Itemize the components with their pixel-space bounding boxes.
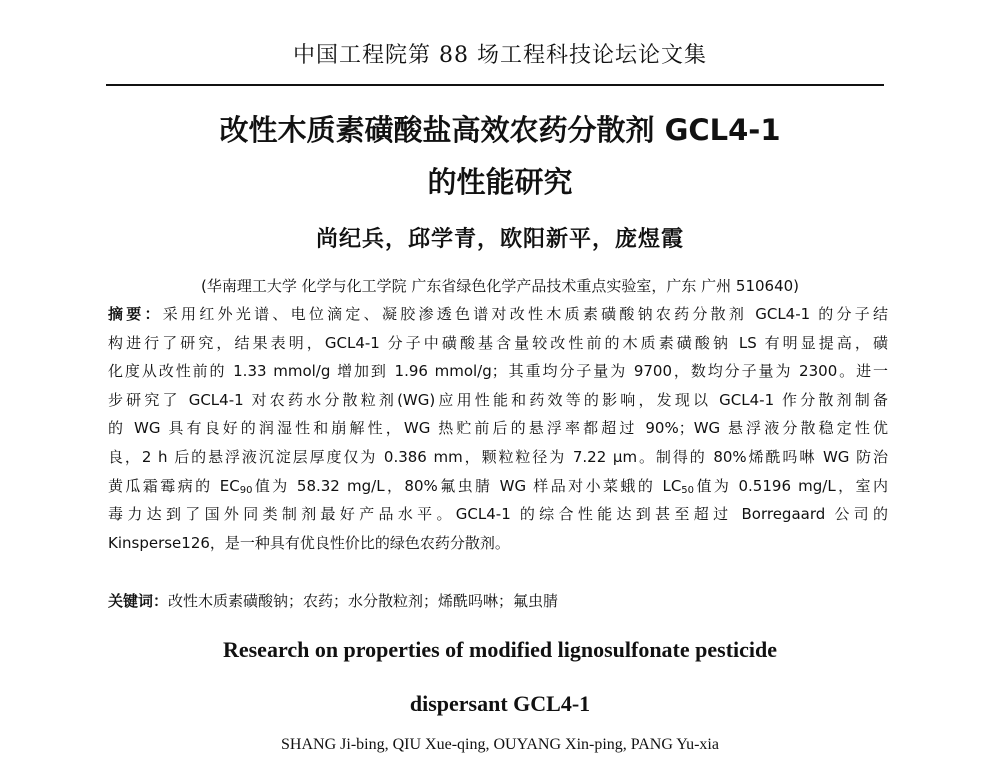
abstract-text-1: 采用红外光谱、电位滴定、凝胶渗透色谱对改性木质素磺酸钠农药分散剂 GCL4-1 的分子结 [162, 305, 888, 323]
english-title-line-2: dispersant GCL4-1 [409, 691, 591, 716]
chinese-title-line-1: 改性木质素磺酸盐高效农药分散剂 GCL4-1 [219, 113, 781, 147]
abstract-line-2: 构进行了研究，结果表明，GCL4-1 分子中磺酸基含量较改性前的木质素磺酸钠 LS 有明显提高，磺 [108, 333, 888, 352]
abstract-line-3: 化度从改性前的 1.33 mmol/g 增加到 1.96 mmol/g；其重均分子量为 9700，数均分子量为 2300。进一 [108, 362, 888, 381]
abstract-line-8: 毒力达到了国外同类制剂最好产品水平。GCL4-1 的综合性能达到甚至超过 Borregaard 公司的 [108, 505, 888, 524]
keywords-text: 改性木质素磺酸钠；农药；水分散粒剂；烯酰吗啉；氟虫腈 [168, 592, 559, 610]
abstract-line-1 [108, 300, 888, 329]
abstract-text-7b: 值为 58.32 mg/L，80%氟虫腈 WG 样品对小菜蛾的 LC [252, 476, 682, 495]
chinese-authors: 尚纪兵，邱学青，欧阳新平，庞煜霞 [315, 226, 684, 252]
abstract-line-5: 的 WG 具有良好的润湿性和崩解性，WG 热贮前后的悬浮率都超过 90%；WG 悬浮液分散稳定性优 [108, 419, 888, 438]
chinese-title-line-2: 的性能研究 [427, 165, 573, 199]
english-authors: SHANG Ji-bing, QIU Xue-qing, OUYANG Xin-ping, PANG Yu-xia [281, 736, 719, 753]
affiliation: (华南理工大学 化学与化工学院 广东省绿色化学产品技术重点实验室，广东 广州 510640) [200, 277, 800, 295]
lc-subscript: 50 [681, 484, 695, 496]
running-header: 中国工程院第 88 场工程科技论坛论文集 [293, 43, 707, 68]
keywords-label: 关键词： [108, 592, 169, 610]
abstract-line-9: Kinsperse126，是一种具有优良性价比的绿色农药分散剂。 [108, 533, 510, 552]
abstract-line-4: 步研究了 GCL4-1 对农药水分散粒剂(WG)应用性能和药效等的影响，发现以 GCL4-1 作分散剂制备 [108, 390, 888, 409]
keywords [108, 590, 888, 611]
abstract-label: 摘要： [108, 305, 163, 323]
ec-subscript: 90 [239, 484, 253, 496]
abstract-line-7 [108, 472, 888, 501]
abstract-text-7a: 黄瓜霜霉病的 EC [108, 476, 240, 495]
header-rule [106, 84, 884, 86]
abstract [108, 300, 888, 557]
abstract-text-7c: 值为 0.5196 mg/L，室内 [694, 476, 888, 495]
english-title-line-1: Research on properties of modified lignosulfonate pesticide [222, 637, 778, 662]
abstract-line-6: 良，2 h 后的悬浮液沉淀层厚度仅为 0.386 mm，颗粒粒径为 7.22 μm。制得的 80%烯酰吗啉 WG 防治 [108, 447, 888, 466]
